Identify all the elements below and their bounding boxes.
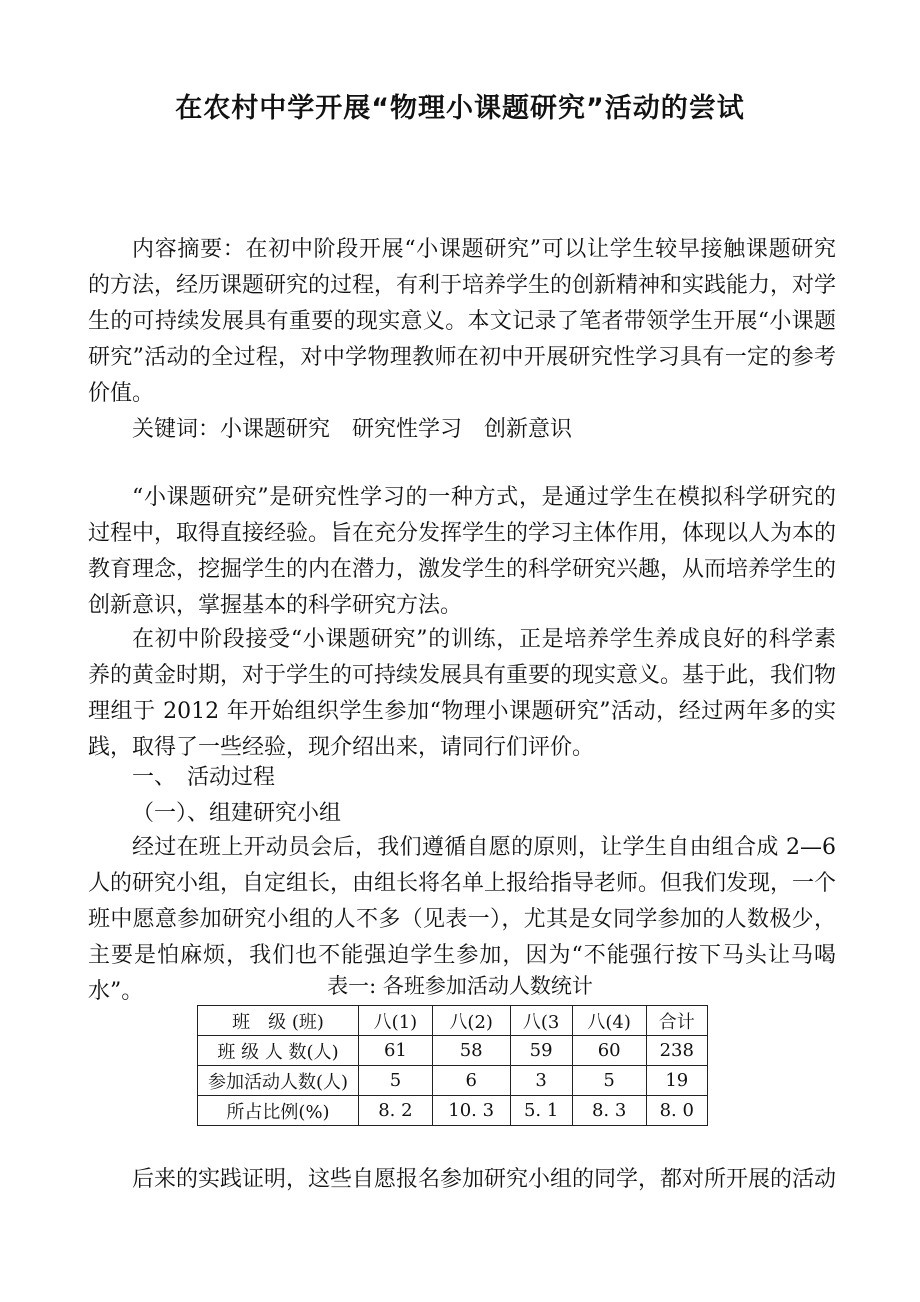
table-cell: 8. 3 [572, 1096, 646, 1126]
table-cell: 5 [572, 1066, 646, 1096]
table-header-cell: 八(2) [432, 1006, 510, 1036]
table-cell: 59 [510, 1036, 572, 1066]
table-cell: 班 级 人 数(人) [198, 1036, 359, 1066]
table-cell: 8. 0 [646, 1096, 707, 1126]
table-cell: 参加活动人数(人) [198, 1066, 359, 1096]
table-row [198, 1096, 708, 1126]
table-header-cell: 八(4) [572, 1006, 646, 1036]
table-cell: 3 [510, 1066, 572, 1096]
table-caption: 表一: 各班参加活动人数统计 [327, 974, 593, 998]
table-cell: 19 [646, 1066, 707, 1096]
table-header-cell: 合计 [646, 1006, 707, 1036]
table-header-cell: 八(1) [359, 1006, 433, 1036]
table-row [198, 1066, 708, 1096]
body-paragraph-1: “小课题研究”是研究性学习的一种方式，是通过学生在模拟科学研究的过程中，取得直接经验。旨在充分发挥学生的学习主体作用，体现以人为本的教育理念，挖掘学生的内在潜力，激发学生的科学研究兴趣，从而培养学生的创新意识，掌握基本的科学研究方法。 [88, 485, 837, 618]
table-header-cell: 班 级 (班) [198, 1006, 359, 1036]
table-row [198, 1036, 708, 1066]
table-header-row [198, 1006, 708, 1036]
body-paragraph-3: 经过在班上开动员会后，我们遵循自愿的原则，让学生自由组合成 2—6 人的研究小组，自定组长，由组长将名单上报给指导老师。但我们发现，一个班中愿意参加研究小组的人不多（见表一），尤其是女同学参加的人数极少，主要是怕麻烦，我们也不能强迫学生参加，因为“不能强行按下马头让马喝水”。 [88, 835, 837, 1004]
keywords: 关键词：小课题研究 研究性学习 创新意识 [132, 417, 573, 442]
body-paragraph-2: 在初中阶段接受“小课题研究”的训练，正是培养学生养成良好的科学素养的黄金时期，对于学生的可持续发展具有重要的现实意义。基于此，我们物理组于 2012 年开始组织学生参加“物理小课题研究”活动，经过两年多的实践，取得了一些经验，现介绍出来，请同行们评价。 [88, 627, 837, 760]
table-cell: 61 [359, 1036, 433, 1066]
table-cell: 8. 2 [359, 1096, 433, 1126]
table-cell: 60 [572, 1036, 646, 1066]
section-heading: 一、 活动过程 [132, 765, 276, 790]
table-cell: 6 [432, 1066, 510, 1096]
table-cell: 所占比例(%) [198, 1096, 359, 1126]
stats-table [197, 1005, 708, 1126]
page-title: 在农村中学开展“物理小课题研究”活动的尝试 [175, 93, 745, 124]
abstract-paragraph: 内容摘要：在初中阶段开展“小课题研究”可以让学生较早接触课题研究的方法，经历课题研究的过程，有利于培养学生的创新精神和实践能力，对学生的可持续发展具有重要的现实意义。本文记录了笔者带领学生开展“小课题研究”活动的全过程，对中学物理教师在初中开展研究性学习具有一定的参考价值。 [88, 237, 837, 406]
table-cell: 5 [359, 1066, 433, 1096]
table-cell: 238 [646, 1036, 707, 1066]
table-cell: 58 [432, 1036, 510, 1066]
subsection-heading: （一）、组建研究小组 [132, 801, 342, 826]
table-cell: 5. 1 [510, 1096, 572, 1126]
body-paragraph-4: 后来的实践证明，这些自愿报名参加研究小组的同学，都对所开展的活动 [132, 1167, 837, 1192]
table-cell: 10. 3 [432, 1096, 510, 1126]
table-header-cell: 八(3 [510, 1006, 572, 1036]
